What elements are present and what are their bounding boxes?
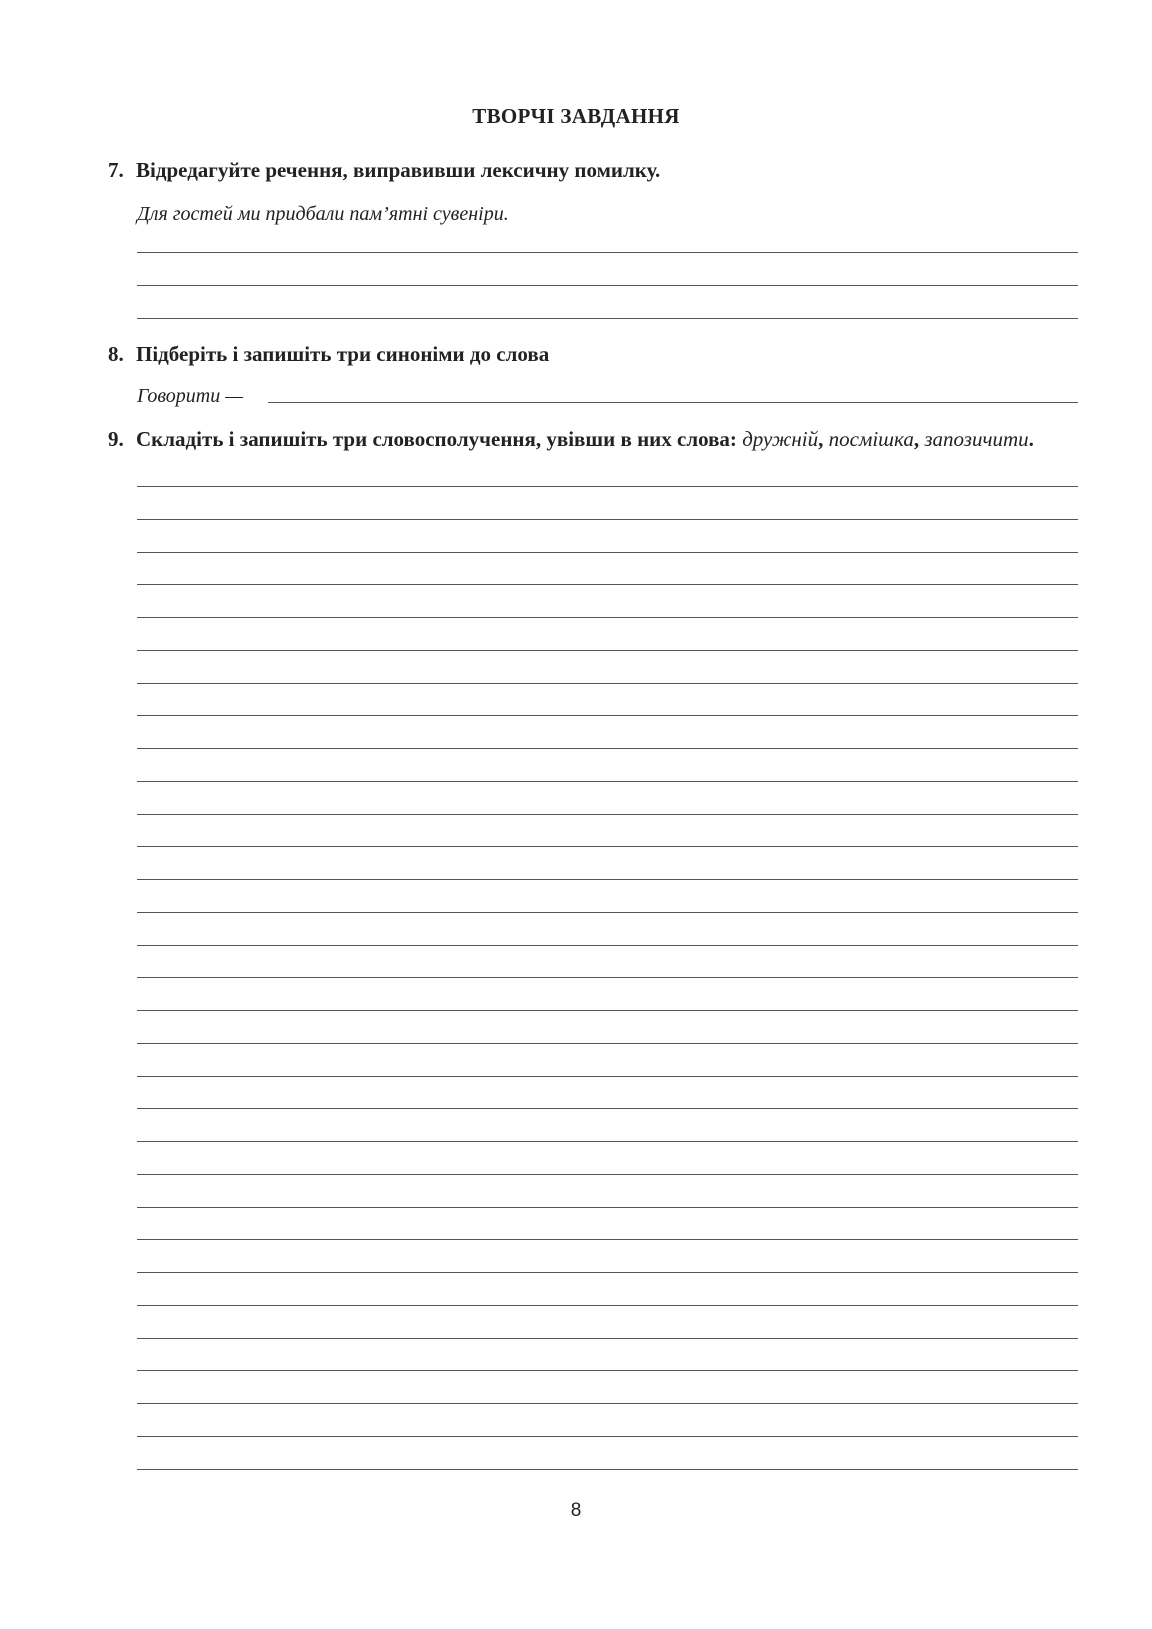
answer-line[interactable] <box>137 486 1078 487</box>
answer-line[interactable] <box>137 584 1078 585</box>
answer-line[interactable] <box>137 977 1078 978</box>
task-9-word-1: дружній <box>742 427 819 451</box>
task-7-sentence: Для гостей ми придбали пам’ятні сувеніри. <box>137 203 509 225</box>
answer-line[interactable] <box>137 1436 1078 1437</box>
answer-line[interactable] <box>137 715 1078 716</box>
page-title: ТВОРЧІ ЗАВДАННЯ <box>472 104 680 128</box>
answer-line[interactable] <box>137 1010 1078 1011</box>
task-8-instruction <box>108 342 549 367</box>
answer-line[interactable] <box>137 552 1078 553</box>
answer-line[interactable] <box>137 683 1078 684</box>
answer-line[interactable] <box>137 1338 1078 1339</box>
answer-line[interactable] <box>137 912 1078 913</box>
answer-line[interactable] <box>137 1403 1078 1404</box>
task-9-separator-1: , <box>818 427 829 451</box>
task-9-number: 9. <box>108 427 124 451</box>
answer-line[interactable] <box>137 814 1078 815</box>
task-9-text: Складіть і запишіть три словосполучення, увівши в них слова: <box>136 427 737 451</box>
task-9-instruction <box>108 427 1034 452</box>
answer-line[interactable] <box>137 650 1078 651</box>
task-9-word-3: запозичити <box>924 427 1029 451</box>
answer-line[interactable] <box>137 252 1078 253</box>
answer-line[interactable] <box>137 1370 1078 1371</box>
answer-line[interactable] <box>137 879 1078 880</box>
answer-line[interactable] <box>137 945 1078 946</box>
answer-line[interactable] <box>137 1174 1078 1175</box>
answer-line[interactable] <box>137 1043 1078 1044</box>
answer-line[interactable] <box>137 1076 1078 1077</box>
task-9-word-2: посмішка <box>828 427 914 451</box>
task-8-text: Підберіть і запишіть три синоніми до слова <box>136 342 550 366</box>
task-7-instruction <box>108 158 660 183</box>
task-9-end-mark: . <box>1028 427 1034 451</box>
task-7-text: Відредагуйте речення, виправивши лексичну помилку. <box>136 158 661 182</box>
answer-line[interactable] <box>137 1305 1078 1306</box>
page-number: 8 <box>570 1500 582 1521</box>
answer-line[interactable] <box>137 285 1078 286</box>
answer-line[interactable] <box>137 748 1078 749</box>
answer-line[interactable] <box>137 617 1078 618</box>
answer-line[interactable] <box>137 318 1078 319</box>
answer-line[interactable] <box>137 1207 1078 1208</box>
task-8-prompt: Говорити — <box>137 385 243 407</box>
task-7-number: 7. <box>108 158 124 182</box>
synonyms-answer-line[interactable] <box>268 402 1078 403</box>
answer-line[interactable] <box>137 846 1078 847</box>
task-8-number: 8. <box>108 342 124 366</box>
answer-line[interactable] <box>137 1469 1078 1470</box>
answer-line[interactable] <box>137 781 1078 782</box>
answer-line[interactable] <box>137 1108 1078 1109</box>
answer-line[interactable] <box>137 1141 1078 1142</box>
answer-line[interactable] <box>137 519 1078 520</box>
answer-line[interactable] <box>137 1239 1078 1240</box>
answer-line[interactable] <box>137 1272 1078 1273</box>
task-9-separator-2: , <box>913 427 925 451</box>
